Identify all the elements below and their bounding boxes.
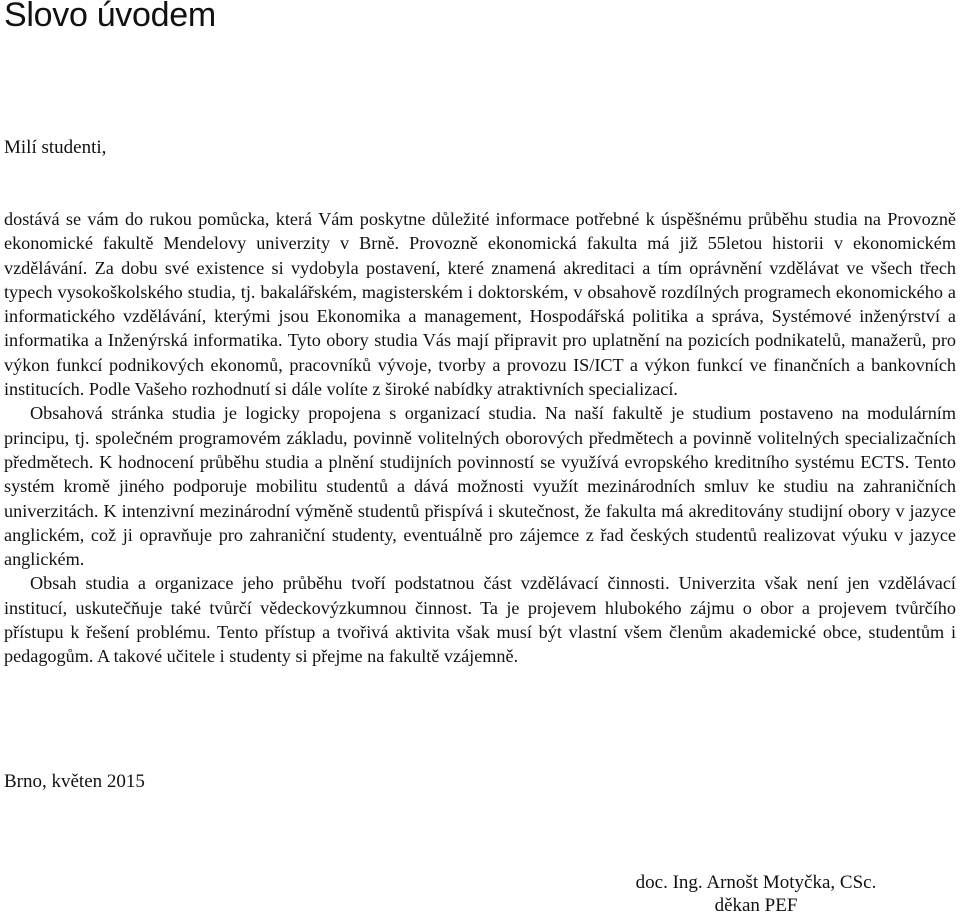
greeting: Milí studenti,	[4, 137, 107, 158]
body-text	[4, 207, 956, 669]
page-title: Slovo úvodem	[4, 0, 216, 34]
paragraph-3: Obsah studia a organizace jeho průběhu tvoří podstatnou část vzdělávací činnosti. Univerzita však není jen vzdělávací institucí, uskutečňuje také tvůrčí vědeckovýzkumnou činnost. Ta je projevem hlubokého zájmu o obor a projevem tvůrčího přístupu k řešení problému. Tento přístup a tvořivá aktivita však musí být vlastní všem členům akademické obce, studentům i pedagogům. A takové učitele i studenty si přejme na fakultě vzájemně.	[4, 573, 956, 667]
signatory-name: doc. Ing. Arnošt Motyčka, CSc.	[635, 872, 877, 893]
paragraph-2: Obsahová stránka studia je logicky propojena s organizací studia. Na naší fakultě je studium postaveno na modulárním principu, tj. společném programovém základu, povinně volitelných oborových předmětech a povinně volitelných specializačních předmětech. K hodnocení průběhu studia a plnění studijních povinností se využívá evropského kreditního systému ECTS. Tento systém kromě jiného podporuje mobilitu studentů a dává možnosti využít mezinárodních smluv ke studiu na zahraničních univerzitách. K intenzivní mezinárodní výměně studentů přispívá i skutečnost, že fakulta má akreditovány studijní obory v jazyce anglickém, což ji opravňuje pro zahraniční studenty, eventuálně pro zájemce z řad českých studentů realizovat výuku v jazyce anglickém.	[4, 403, 956, 570]
signature-block	[621, 871, 891, 917]
paragraph-1: dostává se vám do rukou pomůcka, která Vám poskytne důležité informace potřebné k úspěšnému průběhu studia na Provozně ekonomické fakultě Mendelovy univerzity v Brně. Provozně ekonomická fakulta má již 55letou historii v ekonomickém vzdělávání. Za dobu své existence si vydobyla postavení, které znamená akreditaci a tím oprávnění vzdělávat ve všech třech typech vysokoškolského studia, tj. bakalářském, magisterském i doktorském, v obsahově rozdílných programech ekonomického a informatického vzdělávání, kterými jsou Ekonomika a management, Hospodářská politika a správa, Systémové inženýrství a informatika a Inženýrská informatika. Tyto obory studia Vás mají připravit pro uplatnění na pozicích podnikatelů, manažerů, pro výkon funkcí podnikových ekonomů, pracovníků vývoje, tvorby a provozu IS/ICT a výkon funkcí ve finančních a bankovních institucích. Podle Vašeho rozhodnutí si dále volíte z široké nabídky atraktivních specializací.	[4, 209, 956, 400]
place-date: Brno, květen 2015	[4, 771, 145, 792]
signatory-role: děkan PEF	[714, 895, 798, 916]
